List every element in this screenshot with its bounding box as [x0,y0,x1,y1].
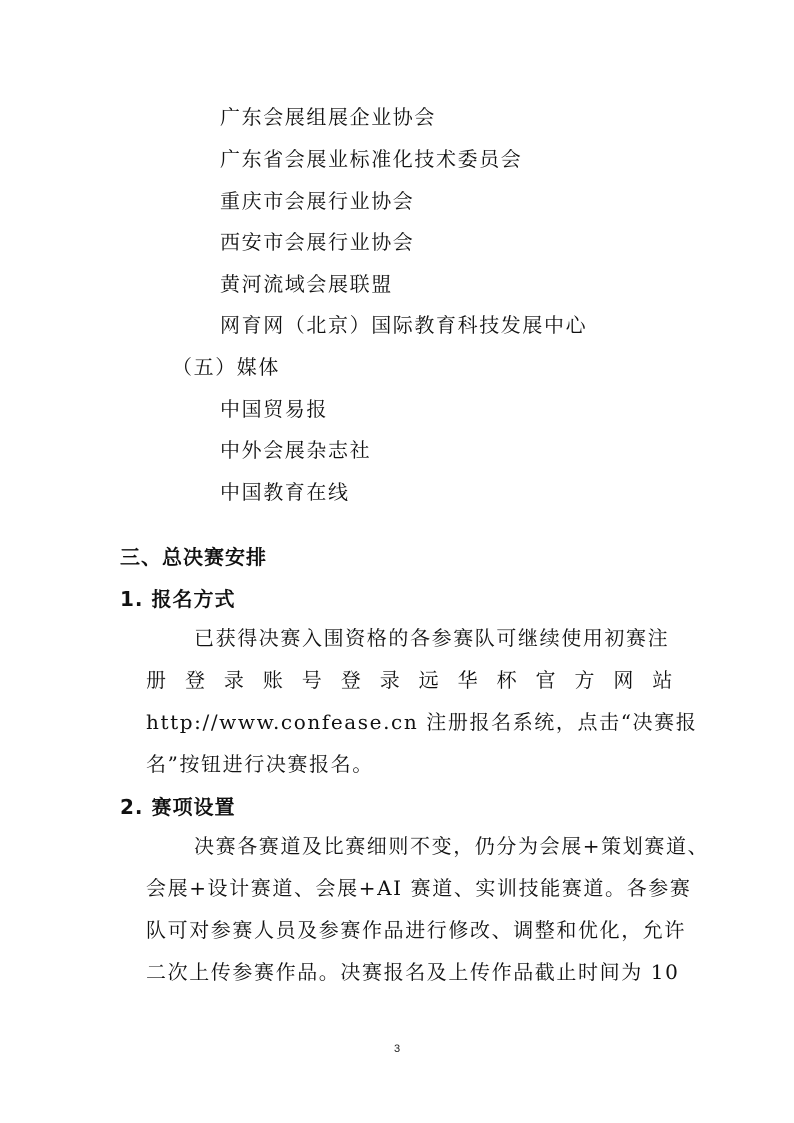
list-item: 广东会展组展企业协会 [220,105,436,129]
paragraph-line: 会展+设计赛道、会展+AI 赛道、实训技能赛道。各参赛 [146,876,692,900]
list-item: 广东省会展业标准化技术委员会 [220,147,523,171]
paragraph-line: 二次上传参赛作品。决赛报名及上传作品截止时间为 10 [146,960,680,984]
page-number: 3 [393,1043,401,1055]
paragraph-line: 已获得决赛入围资格的各参赛队可继续使用初赛注 [194,626,670,650]
paragraph-line: 队可对参赛人员及参赛作品进行修改、调整和优化，允许 [146,918,686,942]
list-item: 重庆市会展行业协会 [220,189,415,213]
list-item: 中国贸易报 [220,397,328,421]
paragraph-line: 册 登 录 账 号 登 录 远 华 杯 官 方 网 站 [146,668,674,692]
paragraph-line: 名”按钮进行决赛报名。 [146,752,374,776]
media-heading: （五）媒体 [172,355,280,379]
event-settings-paragraph [146,825,710,993]
list-item: 网育网（北京）国际教育科技发展中心 [220,313,588,337]
list-item: 中外会展杂志社 [220,438,372,462]
list-item: 中国教育在线 [220,480,350,504]
list-item: 黄河流域会展联盟 [220,272,393,296]
section-heading: 三、总决赛安排 [120,545,267,569]
registration-paragraph [146,617,698,785]
paragraph-line: 决赛各赛道及比赛细则不变，仍分为会展+策划赛道、 [194,834,710,858]
list-item: 西安市会展行业协会 [220,230,415,254]
subsection-heading: 1. 报名方式 [120,587,236,611]
subsection-heading: 2. 赛项设置 [120,795,236,819]
paragraph-line: http://www.confease.cn 注册报名系统，点击“决赛报 [146,710,698,734]
